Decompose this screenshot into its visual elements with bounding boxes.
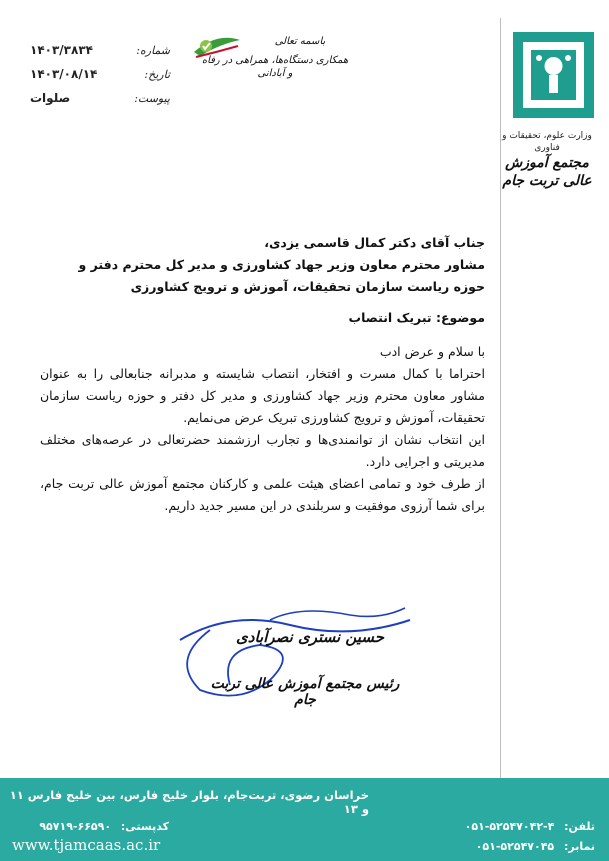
body-paragraph: این انتخاب نشان از توانمندی‌ها و تجارب ارزشمند حضرتعالی در عرصه‌های مختلف مدیریتی و اجرایی دارد.	[40, 432, 485, 469]
letter-date: ۱۴۰۳/۰۸/۱۴	[30, 67, 98, 81]
footer-postal	[39, 820, 169, 833]
letter-attachment: صلوات	[30, 91, 71, 105]
signer-title: رئیس مجتمع آموزش عالی تربت جام	[210, 676, 400, 708]
meta-row-date	[30, 62, 170, 86]
fax-number: ۰۵۱-۵۲۵۴۷۰۴۵	[475, 840, 555, 853]
meta-label: پیوست:	[134, 91, 170, 105]
ministry-name: وزارت علوم، تحقیقات و فناوری	[502, 131, 592, 153]
meta-label: شماره:	[136, 43, 170, 57]
recipient-line: مشاور محترم معاون وزیر جهاد کشاورزی و مدیر کل محترم دفتر و	[78, 257, 485, 272]
meta-label: تاریخ:	[144, 67, 170, 81]
subject-line: موضوع: تبریک انتصاب	[348, 310, 485, 325]
recipient-line: حوزه ریاست سازمان تحقیقات، آموزش و ترویج کشاورزی	[130, 279, 485, 294]
footer	[0, 778, 609, 861]
footer-fax	[476, 840, 595, 853]
fax-label: نمابر:	[563, 840, 595, 853]
phone-label: تلفن:	[564, 820, 595, 833]
body-paragraph: احتراما با کمال مسرت و افتخار، انتصاب شایسته و مدبرانه جنابعالی را به عنوان مشاور معاون محترم وزیر جهاد کشاورزی و مدیر کل دفتر و حوزه ریاست سازمان تحقیقات، آموزش و ترویج کشاورزی تبریک عرض می‌نمایم.	[40, 366, 485, 425]
postal-code: ۹۵۷۱۹-۶۶۵۹۰	[39, 820, 112, 833]
meta-row-number	[30, 38, 170, 62]
postal-label: کدپستی:	[120, 820, 169, 833]
footer-phone	[465, 820, 595, 833]
footer-address: خراسان رضوی، تربت‌جام، بلوار خلیج فارس، بین خلیج فارس ۱۱ و ۱۳	[9, 788, 369, 816]
university-logo	[511, 30, 596, 120]
phone-number: ۰۵۱-۵۲۵۴۷۰۴۲-۴	[464, 820, 555, 833]
letter-body	[40, 232, 485, 517]
organization-block	[492, 130, 602, 190]
greeting: با سلام و عرض ادب	[379, 344, 485, 359]
letter-meta	[30, 38, 170, 110]
organization-name: مجتمع آموزش عالی تربت جام	[502, 155, 592, 189]
slogan: همکاری دستگاه‌ها، همراهی در رفاه و آبادانی	[201, 55, 349, 79]
letter-number: ۱۴۰۳/۳۸۳۴	[30, 43, 93, 57]
website-link[interactable]: www.tjamcaas.ac.ir	[12, 836, 161, 854]
body-paragraph: از طرف خود و تمامی اعضای هیئت علمی و کارکنان مجتمع آموزش عالی تربت جام، برای شما آرزوی موفقیت و سربلندی در این مسیر جدید داریم.	[40, 476, 485, 513]
recipient-line: جناب آقای دکتر کمال قاسمی یزدی،	[264, 235, 485, 250]
basmala: باسمه تعالی	[274, 36, 326, 47]
signer-name: حسین نستری نصرآبادی	[236, 628, 384, 646]
meta-row-attachment	[30, 86, 170, 110]
